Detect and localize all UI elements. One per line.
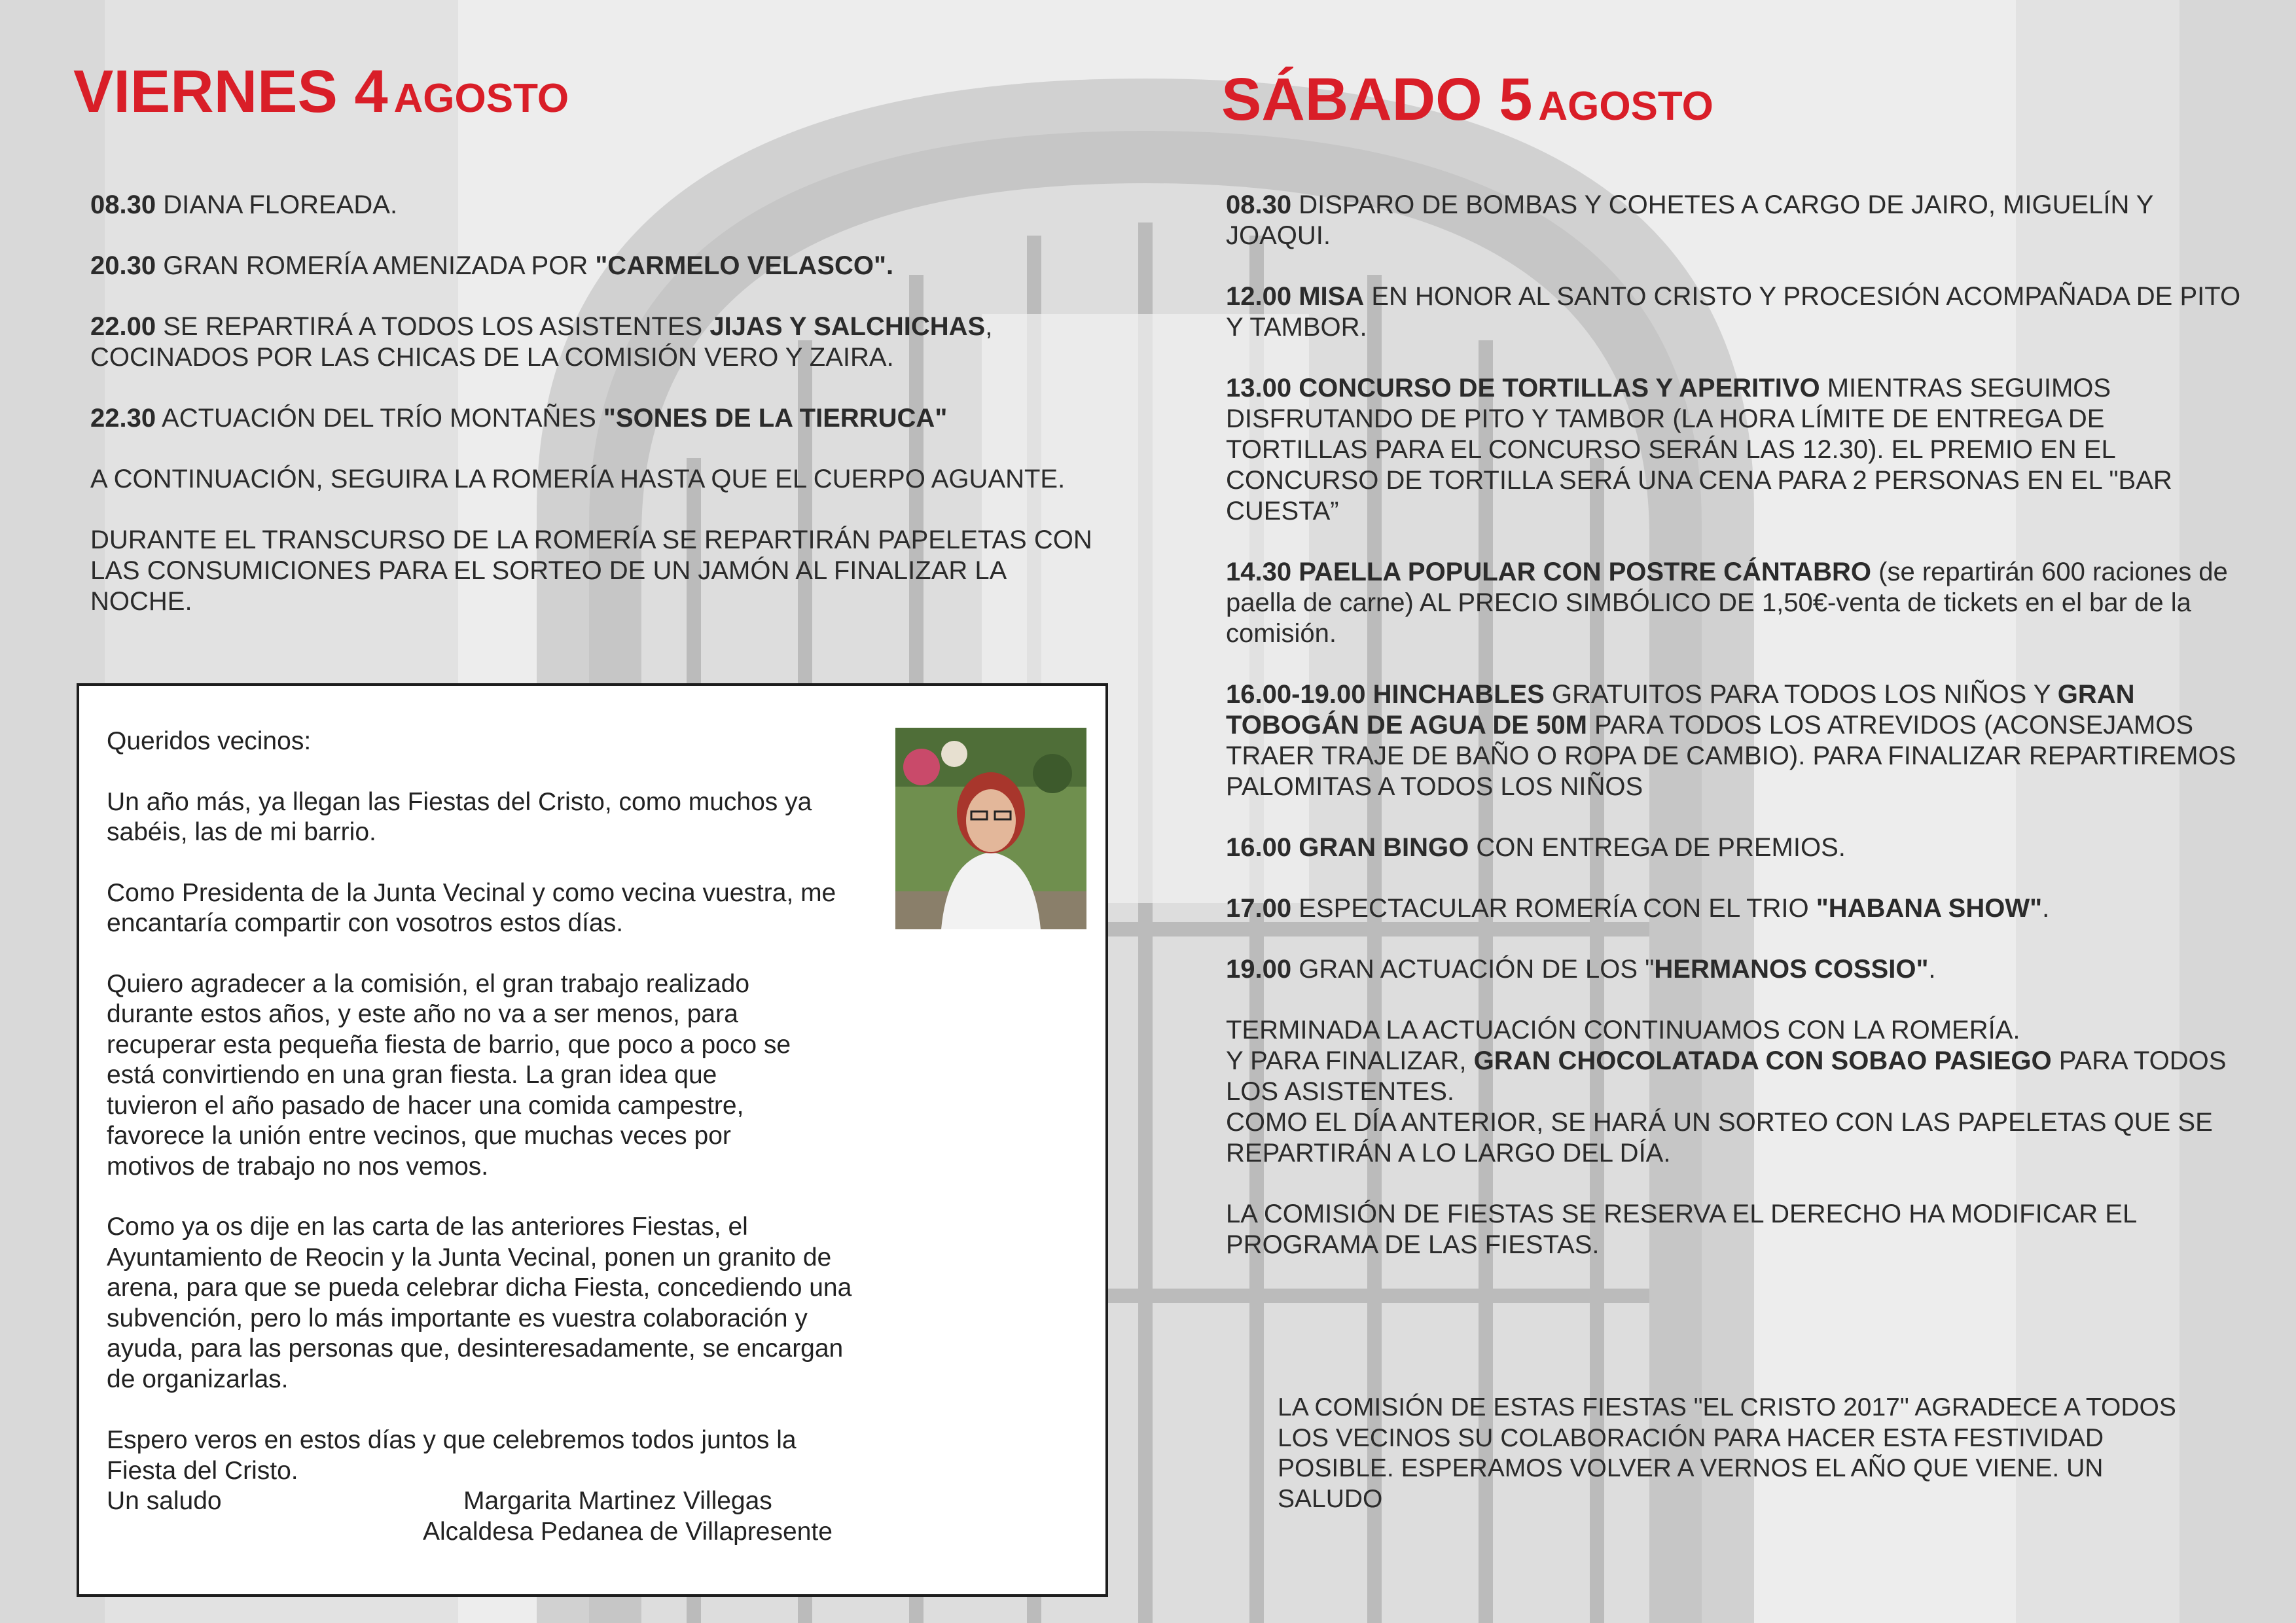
letter-closing-line: Fiesta del Cristo. xyxy=(107,1456,298,1485)
program-text: CON ENTREGA DE PREMIOS. xyxy=(1469,833,1846,862)
committee-thanks: LA COMISIÓN DE ESTAS FIESTAS "EL CRISTO 2017" AGRADECE A TODOS LOS VECINOS SU COLABORACIÓN PARA HACER ESTA FESTIVIDAD POSIBLE. ESPERAMOS VOLVER A VERNOS EL AÑO QUE VIENE. UN SALUDO xyxy=(1278,1393,2176,1513)
program-text: GRAN ACTUACIÓN DE LOS " xyxy=(1291,955,1655,984)
letter-farewell: Un saludo xyxy=(107,1487,222,1515)
program-text: A CONTINUACIÓN, SEGUIRA LA ROMERÍA HASTA QUE EL CUERPO AGUANTE. xyxy=(90,465,1066,493)
program-highlight: HINCHABLES xyxy=(1365,680,1545,709)
program-text: (se repartirán 600 raciones de paella de carne) AL PRECIO SIMBÓLICO DE 1,50€-venta de tickets en el bar de la comisión. xyxy=(1226,558,2228,648)
program-text: ESPECTACULAR ROMERÍA CON EL TRIO xyxy=(1291,894,1816,923)
program-time: 08.30 xyxy=(1226,190,1292,219)
saturday-program-list xyxy=(1226,190,2247,1291)
program-time: 16.00 xyxy=(1226,833,1292,862)
mayor-letter-box xyxy=(77,683,1108,1597)
letter-closing-line: Espero veros en estos días y que celebremos todos juntos la xyxy=(107,1426,797,1454)
letter-paragraph-text: Quiero agradecer a la comisión, el gran trabajo realizado durante estos años, y este año no va a ser menos, para recuperar esta pequeña fiesta de barrio, que poco a poco se está convirtiendo en una gran fiesta. La gran idea que tuvieron el año pasado de hacer una comida campestre, favorece la unión entre vecinos, que muchas veces por motivos de trabajo no nos vemos. xyxy=(107,969,791,1181)
program-text: MIENTRAS SEGUIMOS DISFRUTANDO DE PITO Y TAMBOR (LA HORA LÍMITE DE ENTREGA DE TORTILLAS PARA EL CONCURSO SERÁN LAS 12.30). EL PREMIO EN EL CONCURSO DE TORTILLA SERÁ UNA CENA PARA 2 PERSONAS EN EL "BAR CUESTA” xyxy=(1226,374,2172,526)
program-highlight: GRAN TOBOGÁN DE AGUA DE 50M xyxy=(1226,680,2135,740)
program-highlight: HERMANOS COSSIO" xyxy=(1654,955,1929,984)
program-text: GRATUITOS PARA TODOS LOS NIÑOS Y xyxy=(1544,680,2058,709)
program-text: DURANTE EL TRANSCURSO DE LA ROMERÍA SE REPARTIRÁN PAPELETAS CON LAS CONSUMICIONES PARA EL SORTEO DE UN JAMÓN AL FINALIZAR LA NOCHE. xyxy=(90,526,1092,616)
letter-paragraph xyxy=(107,787,859,848)
program-time: 19.00 xyxy=(1226,955,1292,984)
letter-paragraph xyxy=(107,878,859,939)
program-item xyxy=(1226,190,2247,251)
program-highlight: GRAN CHOCOLATADA CON SOBAO PASIEGO xyxy=(1473,1046,2052,1075)
program-item xyxy=(1226,1015,2247,1169)
program-text: . xyxy=(1928,955,1936,984)
program-item xyxy=(90,403,1111,434)
program-time: 22.00 xyxy=(90,312,156,341)
letter-signoff xyxy=(107,1486,944,1517)
letter-greeting: Queridos vecinos: xyxy=(107,727,312,755)
friday-title-month: AGOSTO xyxy=(393,76,569,121)
program-text: PARA TODOS LOS ASISTENTES. xyxy=(1226,1046,2227,1106)
program-text: PARA TODOS LOS ATREVIDOS (ACONSEJAMOS TRAER TRAJE DE BAÑO O ROPA DE CAMBIO). PARA FINALIZAR REPARTIREMOS PALOMITAS A TODOS LOS NIÑOS xyxy=(1226,711,2236,801)
program-highlight: "CARMELO VELASCO". xyxy=(595,251,894,280)
program-text: ACTUACIÓN DEL TRÍO MONTAÑES xyxy=(156,404,603,433)
signer-name: Margarita Martinez Villegas xyxy=(463,1487,772,1515)
program-item xyxy=(1226,281,2247,343)
letter-closing xyxy=(107,1425,797,1486)
program-time: 16.00-19.00 xyxy=(1226,680,1366,709)
letter-paragraph-text: Como ya os dije en las carta de las anteriores Fiestas, el Ayuntamiento de Reocin y la Junta Vecinal, ponen un granito de arena, para que se pueda celebrar dicha Fiesta, concediendo una subvención, pero lo más importante es vuestra colaboración y ayuda, para las personas que, desinteresadamente, se encargan de organizarlas. xyxy=(107,1213,852,1393)
friday-program-list xyxy=(90,190,1111,647)
program-text: DIANA FLOREADA. xyxy=(156,190,398,219)
program-text: COMO EL DÍA ANTERIOR, SE HARÁ UN SORTEO CON LAS PAPELETAS QUE SE REPARTIRÁN A LO LARGO DEL DÍA. xyxy=(1226,1108,2213,1168)
saturday-title xyxy=(1221,65,1713,134)
program-item xyxy=(90,464,1111,495)
program-item xyxy=(1226,893,2247,924)
program-time: 20.30 xyxy=(90,251,156,280)
program-highlight: CONCURSO DE TORTILLAS Y APERITIVO xyxy=(1291,374,1820,402)
program-highlight: "HABANA SHOW" xyxy=(1816,894,2043,923)
program-highlight: MISA xyxy=(1291,282,1365,311)
program-text: , COCINADOS POR LAS CHICAS DE LA COMISIÓN VERO Y ZAIRA. xyxy=(90,312,993,372)
program-item xyxy=(90,251,1111,281)
letter-paragraph xyxy=(107,1212,853,1395)
program-text: TERMINADA LA ACTUACIÓN CONTINUAMOS CON LA ROMERÍA. xyxy=(1226,1016,2020,1044)
program-time: 12.00 xyxy=(1226,282,1292,311)
program-item xyxy=(1226,832,2247,863)
program-time: 13.00 xyxy=(1226,374,1292,402)
program-item xyxy=(90,190,1111,221)
program-time: 22.30 xyxy=(90,404,156,433)
program-item xyxy=(1226,679,2247,802)
saturday-title-main: SÁBADO 5 xyxy=(1221,66,1533,133)
program-item xyxy=(1226,954,2247,985)
program-time: 17.00 xyxy=(1226,894,1292,923)
mayor-photo xyxy=(895,728,1086,929)
friday-title-main: VIERNES 4 xyxy=(73,58,388,125)
program-highlight: "SONES DE LA TIERRUCA" xyxy=(603,404,948,433)
program-item xyxy=(1226,373,2247,527)
program-text: Y PARA FINALIZAR, xyxy=(1226,1046,1474,1075)
program-text: . xyxy=(2042,894,2050,923)
program-highlight: JIJAS Y SALCHICHAS xyxy=(709,312,986,341)
program-item xyxy=(1226,1199,2247,1260)
program-text: LA COMISIÓN DE FIESTAS SE RESERVA EL DERECHO HA MODIFICAR EL PROGRAMA DE LAS FIESTAS. xyxy=(1226,1200,2136,1259)
letter-paragraph xyxy=(107,969,814,1183)
signer-role: Alcaldesa Pedanea de Villapresente xyxy=(423,1518,833,1546)
letter-paragraph-text: Como Presidenta de la Junta Vecinal y como vecina vuestra, me encantaría compartir con vosotros estos días. xyxy=(107,878,836,937)
program-text: SE REPARTIRÁ A TODOS LOS ASISTENTES xyxy=(156,312,710,341)
program-line xyxy=(1226,1046,2247,1107)
saturday-title-month: AGOSTO xyxy=(1538,84,1713,129)
program-text: GRAN ROMERÍA AMENIZADA POR xyxy=(156,251,596,280)
program-text: DISPARO DE BOMBAS Y COHETES A CARGO DE JAIRO, MIGUELÍN Y JOAQUI. xyxy=(1226,190,2153,250)
letter-body xyxy=(107,726,958,1425)
program-time: 08.30 xyxy=(90,190,156,219)
program-time: 14.30 xyxy=(1226,558,1292,586)
program-item xyxy=(90,312,1111,373)
friday-title xyxy=(73,58,569,126)
program-highlight: PAELLA POPULAR CON POSTRE CÁNTABRO xyxy=(1291,558,1872,586)
program-text: EN HONOR AL SANTO CRISTO Y PROCESIÓN ACOMPAÑADA DE PITO Y TAMBOR. xyxy=(1226,282,2241,342)
program-item xyxy=(1226,557,2247,649)
letter-paragraph-text: Un año más, ya llegan las Fiestas del Cristo, como muchos ya sabéis, las de mi barrio. xyxy=(107,787,812,846)
program-item xyxy=(90,525,1111,617)
program-highlight: GRAN BINGO xyxy=(1291,833,1469,862)
